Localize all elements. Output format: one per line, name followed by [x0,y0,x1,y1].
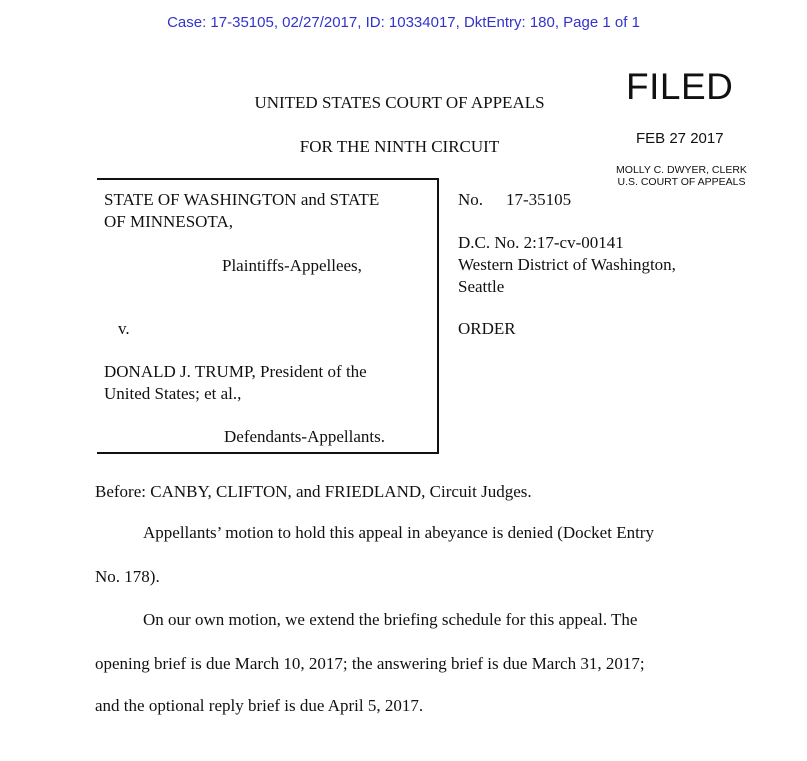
filed-stamp-word: FILED [626,66,734,107]
order-paragraph-2-line2: opening brief is due March 10, 2017; the answering brief is due March 31, 2017; [95,654,645,673]
district-name-line2: Seattle [458,277,505,296]
order-paragraph-1-line1: Appellants’ motion to hold this appeal in abeyance is denied (Docket Entry [143,523,654,542]
defendants-name-line2: United States; et al., [104,384,242,403]
filed-stamp-clerk: MOLLY C. DWYER, CLERK [616,164,747,176]
plaintiffs-name-line2: OF MINNESOTA, [104,212,233,231]
order-paragraph-2-line3: and the optional reply brief is due April 5, 2017. [95,696,424,715]
defendants-role: Defendants-Appellants. [224,427,385,446]
order-paragraph-1-line2: No. 178). [95,567,160,586]
versus-label: v. [118,319,130,338]
ecf-case-header: Case: 17-35105, 02/27/2017, ID: 10334017, DktEntry: 180, Page 1 of 1 [167,14,640,31]
plaintiffs-role: Plaintiffs-Appellees, [222,256,362,275]
defendants-name-line1: DONALD J. TRUMP, President of the [104,362,367,381]
plaintiffs-name-line1: STATE OF WASHINGTON and STATE [104,190,380,209]
district-court-number: D.C. No. 2:17-cv-00141 [458,233,624,252]
filed-stamp-date: FEB 27 2017 [636,130,724,147]
court-name: UNITED STATES COURT OF APPEALS [254,93,545,112]
case-number-label: No. [458,190,484,209]
circuit-name: FOR THE NINTH CIRCUIT [299,137,500,156]
panel-judges-line: Before: CANBY, CLIFTON, and FRIEDLAND, Circuit Judges. [95,482,532,501]
district-name-line1: Western District of Washington, [458,255,676,274]
filed-stamp-court: U.S. COURT OF APPEALS [617,176,746,188]
document-type: ORDER [458,319,516,338]
case-number-value: 17-35105 [506,190,572,209]
order-paragraph-2-line1: On our own motion, we extend the briefing schedule for this appeal. The [143,610,638,629]
